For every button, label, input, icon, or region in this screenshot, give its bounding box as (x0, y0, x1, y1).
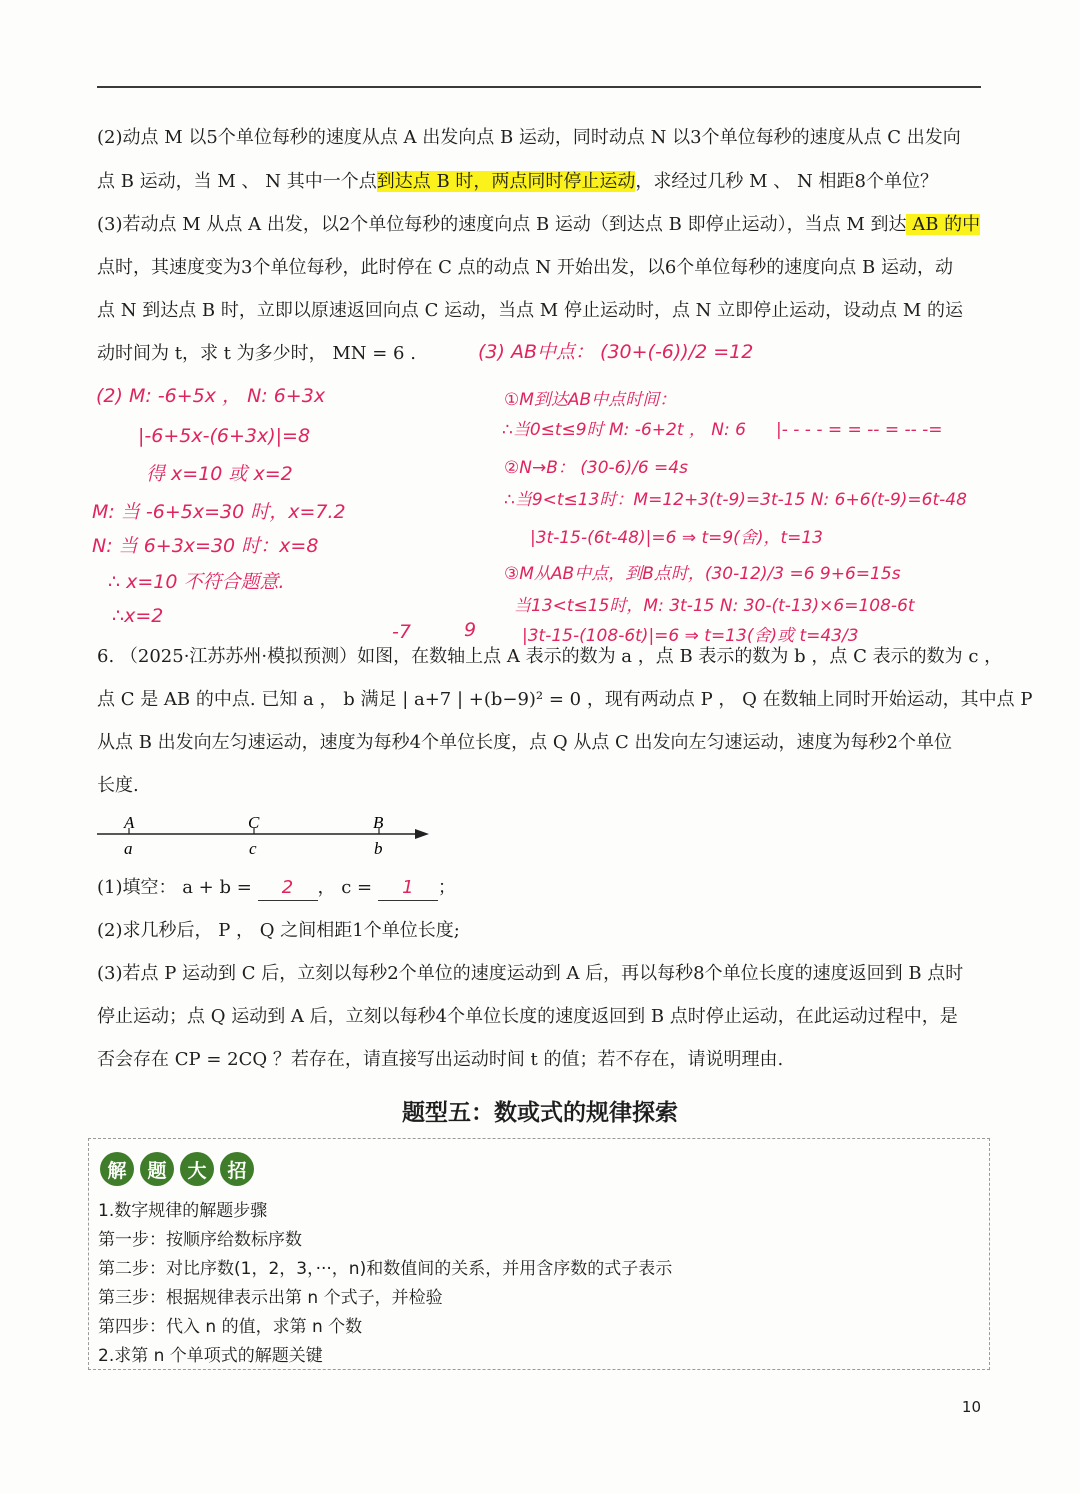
hand-note-13: ∴ x=10 不符合题意. (108, 571, 285, 593)
label-a: a (124, 839, 133, 858)
p6-line2: 点 C 是 AB 的中点. 已知 a ， b 满足 | a+7 | +(b−9)² = 0 ，现有两动点 P ， Q 在数轴上同时开始运动，其中点 P (97, 689, 1033, 710)
hand-note-10: ∴当9<t≤13时：M=12+3(t-9)=3t-15 N: 6+6(t-9)=6t-48 (504, 490, 967, 510)
p6-q1 (97, 876, 456, 901)
hand-note-5: ∴当0≤t≤9时 M: -6+2t ， N: 6 (502, 420, 746, 440)
p5-q3-line2: 点时，其速度变为3个单位每秒，此时停在 C 点的动点 N 开始出发，以6个单位每秒的速度向点 B 运动，动 (97, 257, 953, 278)
hand-note-11: N: 当 6+3x=30 时：x=8 (92, 535, 319, 557)
p6-q2: (2)求几秒后， P ， Q 之间相距1个单位长度; (97, 920, 460, 941)
number-line (95, 808, 435, 860)
p5-q2-highlight: 到达点 B 时，两点同时停止运动 (376, 171, 636, 192)
hand-note-17: -7 (392, 621, 411, 643)
hand-note-15: ∴x=2 (112, 605, 164, 627)
hand-note-9: M: 当 -6+5x=30 时，x=7.2 (92, 501, 346, 523)
page-number: 10 (961, 1398, 981, 1416)
p6-q3-line3: 否会存在 CP = 2CQ ？若存在，请直接写出运动时间 t 的值；若不存在，请说明理由. (97, 1049, 784, 1070)
p5-q2-text-b: ，求经过几秒 M 、 N 相距8个单位？ (635, 171, 938, 192)
hand-note-14: ③M从AB中点，到B点时，(30-12)/3 =6 9+6=15s (504, 564, 901, 584)
badge-1: 解 (100, 1152, 134, 1186)
hand-note-4: |-6+5x-(6+3x)|=8 (138, 425, 311, 447)
hand-note-1: (3) AB中点： (30+(-6))/2 =12 (478, 341, 754, 363)
p5-q3-line3: 点 N 到达点 B 时，立即以原速返回向点 C 运动，当点 M 停止运动时，点 N 立即停止运动，设动点 M 的运 (97, 300, 964, 321)
tips-badge-row (100, 1152, 254, 1186)
hand-note-8: ②N→B： (30-6)/6 =4s (504, 458, 688, 478)
tip-line-6: 2.求第 n 个单项式的解题关键 (98, 1346, 323, 1366)
label-C: C (248, 813, 260, 832)
p5-q2-text-a: 点 B 运动，当 M 、 N 其中一个点 (97, 171, 377, 192)
p6-q3-line2: 停止运动；点 Q 运动到 A 后，立刻以每秒4个单位长度的速度返回到 B 点时停止运动，在此运动过程中，是 (97, 1006, 958, 1027)
p5-q3-line4: 动时间为 t，求 t 为多少时， MN = 6 . (97, 343, 416, 364)
p5-q3-line1 (97, 213, 980, 237)
p6-line3: 从点 B 出发向左匀速运动，速度为每秒4个单位长度，点 Q 从点 C 出发向左匀速运动，速度为每秒2个单位 (97, 732, 952, 753)
badge-3: 大 (180, 1152, 214, 1186)
p6-q1-prompt: (1)填空： a + b = (97, 877, 258, 898)
p6-q1-mid: ， c = (317, 877, 378, 898)
tip-line-1: 1.数字规律的解题步骤 (98, 1201, 268, 1221)
tip-line-4: 第三步：根据规律表示出第 n 个式子，并检验 (98, 1288, 443, 1308)
tip-line-3: 第二步：对比序数(1，2，3，···，n)和数值间的关系，并用含序数的式子表示 (98, 1259, 673, 1279)
hand-note-19: |3t-15-(108-6t)|=6 ⇒ t=13(舍)或 t=43/3 (522, 626, 859, 646)
hand-note-6: |- - - - = = -- = -- -= (776, 420, 943, 440)
tip-line-5: 第四步：代入 n 的值，求第 n 个数 (98, 1317, 363, 1337)
section-title: 题型五：数或式的规律探索 (402, 1100, 678, 1126)
badge-4: 招 (220, 1152, 254, 1186)
label-A: A (124, 813, 135, 832)
tip-line-2: 第一步：按顺序给数标序数 (98, 1230, 302, 1250)
hand-note-18: 9 (464, 619, 477, 641)
p5-q3-text-a: (3)若动点 M 从点 A 出发，以2个单位每秒的速度向点 B 运动（到达点 B 即停止运动），当点 M 到达 (97, 214, 907, 235)
badge-2: 题 (140, 1152, 174, 1186)
p6-line1: 6. （2025·江苏苏州·模拟预测）如图，在数轴上点 A 表示的数为 a ，点 B 表示的数为 b ，点 C 表示的数为 c ， (97, 646, 1003, 667)
label-B: B (373, 813, 384, 832)
p5-q2-line2 (97, 170, 938, 194)
hand-note-12: |3t-15-(6t-48)|=6 ⇒ t=9(舍)，t=13 (530, 528, 823, 548)
number-line-arrow (415, 829, 429, 839)
p5-q2-line1: (2)动点 M 以5个单位每秒的速度从点 A 出发向点 B 运动，同时动点 N 以3个单位每秒的速度从点 C 出发向 (97, 127, 961, 148)
p5-q3-highlight: AB 的中 (906, 214, 981, 235)
label-c: c (249, 839, 257, 858)
answer-blank-sum: 2 (258, 876, 318, 901)
label-b: b (374, 839, 383, 858)
hand-note-16: 当13<t≤15时，M: 3t-15 N: 30-(t-13)×6=108-6t (514, 596, 915, 616)
p6-q1-end: ； (437, 877, 456, 898)
answer-blank-c: 1 (378, 876, 438, 901)
hand-note-2: (2) M: -6+5x ， N: 6+3x (96, 385, 326, 407)
p6-line4: 长度. (97, 775, 139, 796)
header-rule (97, 86, 981, 88)
hand-note-3: ①M到达AB中点时间： (504, 390, 677, 410)
p6-q3-line1: (3)若点 P 运动到 C 后，立刻以每秒2个单位的速度运动到 A 后，再以每秒8个单位长度的速度返回到 B 点时 (97, 963, 964, 984)
hand-note-7: 得 x=10 或 x=2 (146, 463, 293, 485)
